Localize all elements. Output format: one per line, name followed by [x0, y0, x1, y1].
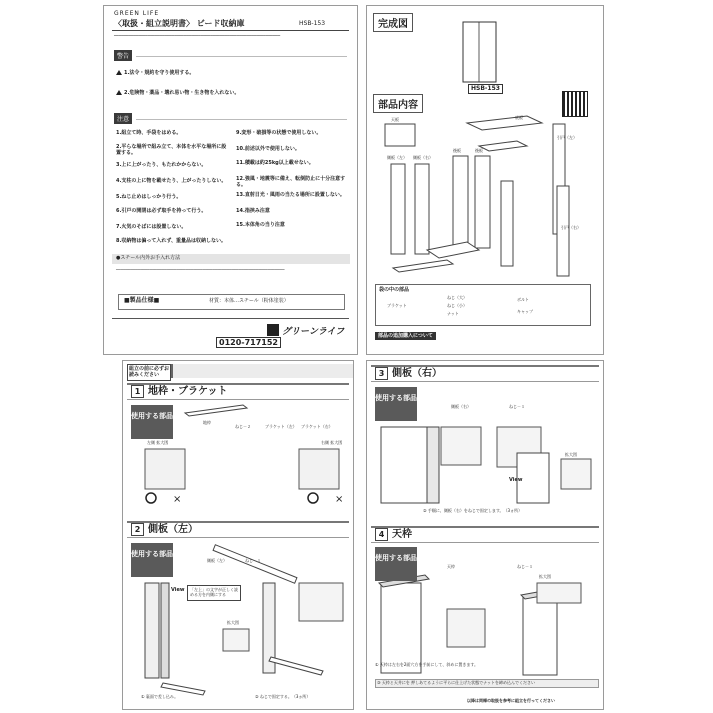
- brand: GREEN LIFE: [114, 10, 160, 17]
- orientation-bubble: 「左上」の文字が正しく読める方を内側にする: [187, 585, 241, 601]
- step-title: 地枠・ブラケット: [148, 386, 228, 397]
- part-label: 地枠: [203, 420, 211, 425]
- parts-label: 部品内容: [373, 94, 423, 113]
- caution-item: 12.強風・地震等に備え、転倒防止に十分注意する。: [236, 176, 346, 189]
- company-name: グリーンライフ: [282, 327, 345, 337]
- use-parts-label: 使用する部品: [131, 405, 173, 439]
- use-parts-label: 使用する部品: [131, 543, 173, 577]
- part-label: ねじ－１: [245, 558, 261, 563]
- part-label: ねじ－１: [509, 404, 525, 409]
- part-label-side-right: 側板（右）: [413, 155, 433, 160]
- intro-text: ━━━━━━━━━━━━━━━━━━━━━━━━━━━━━━━━━━━━━━━━━━━━━━━━━━━━━━━━━━━━━━━━━━━━━: [114, 33, 281, 38]
- hardware-label: 袋の中の部品: [379, 287, 410, 293]
- caution-item: 4.支柱の上に物を載せたり、上がったりしない。: [116, 178, 227, 184]
- step4-caption: ① 天枠は左右を2面穴方を手前にして、斜めに置きます。: [375, 662, 479, 667]
- warning-icon: [116, 70, 122, 75]
- hardware-item: ねじ（大）: [447, 295, 467, 300]
- caution-item: 7.火気のそばには設置しない。: [116, 224, 187, 230]
- caution-item: 5.ねじ止めはしっかり行う。: [116, 194, 182, 200]
- part-label: ブラケット（左）: [265, 424, 297, 429]
- qr-code: [563, 92, 587, 116]
- caution-item: 6.引戸の開閉は必ず取手を持って行う。: [116, 208, 207, 214]
- completed-label: 完成図: [373, 13, 413, 32]
- hardware-item: ナット: [447, 311, 459, 316]
- warning-1: 1.法令・規約を守り使用する。: [116, 70, 194, 76]
- caution-item: 2.平らな場所で組み立て、本体を水平な場所に設置する。: [116, 144, 227, 157]
- model-number: HSB-153: [299, 20, 326, 27]
- step4-tip: ③ 天枠と天井にを 押しあてるように平らに仕上げた状態でナットを締め込んでください: [375, 679, 599, 688]
- hardware-item: ブラケット: [387, 303, 407, 308]
- company-phone: 0120-717152: [216, 337, 281, 348]
- step3-caption: ② 手順に、側板（右）をねじで固定します。（3ヵ所）: [423, 508, 523, 513]
- step-number: 1: [131, 385, 144, 398]
- part-label: 側板（左）: [207, 558, 227, 563]
- view-label: View: [171, 587, 185, 593]
- use-parts-label: 使用する部品: [375, 547, 417, 581]
- warning-label: 警告: [114, 50, 132, 61]
- caution-item: 10.前述以外で使用しない。: [236, 146, 300, 152]
- zoom-right-label: 右側 拡大図: [321, 440, 343, 445]
- steps-left: [122, 360, 354, 710]
- part-label-top: 天板: [391, 117, 399, 122]
- part-label: ねじ－２: [235, 424, 251, 429]
- part-label-back-b: 後板: [475, 148, 483, 153]
- step-title: 側板（左）: [148, 524, 198, 535]
- read-first-label: 組立の前に必ずお読みください: [127, 364, 171, 381]
- step-number: 3: [375, 367, 388, 380]
- step-number: 2: [131, 523, 144, 536]
- steps-right: [366, 360, 604, 710]
- caution-list-right: [236, 130, 351, 236]
- caution-item: 15.本体角の当り注意: [236, 222, 285, 228]
- manual-title: 〈取扱・組立説明書〉 ビード収納庫: [114, 19, 245, 28]
- part-label: ねじ－１: [517, 564, 533, 569]
- spec-value: 材質：本体…スチール（粉体塗装）: [209, 298, 289, 304]
- step-number: 4: [375, 528, 388, 541]
- part-label: ブラケット（右）: [301, 424, 333, 429]
- spec-label: ■製品仕様■: [124, 297, 160, 304]
- step2-caption-b: ② ねじで固定する。（3ヵ所）: [255, 694, 311, 699]
- part-label: 側板（右）: [451, 404, 471, 409]
- part-label-door-right: 引戸（右）: [561, 225, 581, 230]
- caution-item: 1.組立て時、手袋をはめる。: [116, 130, 182, 136]
- purchase-note: 部品の追加購入について: [375, 332, 436, 340]
- manual-sheet: [103, 5, 358, 355]
- part-label-door-left: 引戸（左）: [557, 135, 577, 140]
- hardware-item: ねじ（小）: [447, 303, 467, 308]
- parts-sheet: [366, 5, 604, 355]
- note-body: ━━━━━━━━━━━━━━━━━━━━━━━━━━━━━━━━━━━━━━━━━━━━━━━━━━━━━━━━━━━━━━━━━━━━━━: [116, 267, 285, 272]
- note-header: ●スチール内外お手入れ方法: [116, 255, 181, 261]
- caution-item: 13.直射日光・風雨の当たる場所に設置しない。: [236, 192, 345, 198]
- part-label: 天枠: [447, 564, 455, 569]
- part-label-side-left: 側板（左）: [387, 155, 407, 160]
- caution-item: 3.上に上がったり、もたれかからない。: [116, 162, 207, 168]
- caution-item: 8.収納物は偏って入れず、重量品は収納しない。: [116, 238, 226, 244]
- warning-icon: [116, 90, 122, 95]
- hardware-item: キャップ: [517, 309, 533, 314]
- caution-label: 注意: [114, 113, 132, 124]
- step2-header: [127, 521, 349, 538]
- caution-item: 9.変形・破損等の状態で使用しない。: [236, 130, 322, 136]
- step2-caption-a: ① 裏面で差し込み。: [141, 694, 179, 699]
- part-label-bottom: 底板: [515, 115, 523, 120]
- svg-text:×: ×: [173, 494, 182, 505]
- part-label-back-a: 後板: [453, 148, 461, 153]
- step4-header: [371, 526, 599, 543]
- caution-item: 11.積載は約25kg以上載せない。: [236, 160, 314, 166]
- step-title: 側板（右）: [392, 368, 442, 379]
- step-title: 天枠: [392, 529, 412, 540]
- caution-list-left: [116, 130, 228, 252]
- use-parts-label: 使用する部品: [375, 387, 417, 421]
- zoom-left-label: 左側 拡大図: [147, 440, 169, 445]
- svg-text:×: ×: [335, 494, 344, 505]
- zoom-label: 拡大図: [539, 574, 551, 579]
- view-label: View: [509, 477, 523, 483]
- step4-footer: 以降は同様の取扱を参考に組立を行ってください: [467, 698, 555, 703]
- caution-item: 14.指挟み注意: [236, 208, 270, 214]
- completed-model: HSB-153: [468, 84, 503, 94]
- hardware-item: ボルト: [517, 297, 529, 302]
- zoom-label: 拡大図: [565, 452, 577, 457]
- company-logo-box: [267, 324, 279, 336]
- zoom-label: 拡大図: [227, 620, 239, 625]
- warning-2: 2.危険物・薬品・壊れ易い物・生き物を入れない。: [116, 90, 239, 96]
